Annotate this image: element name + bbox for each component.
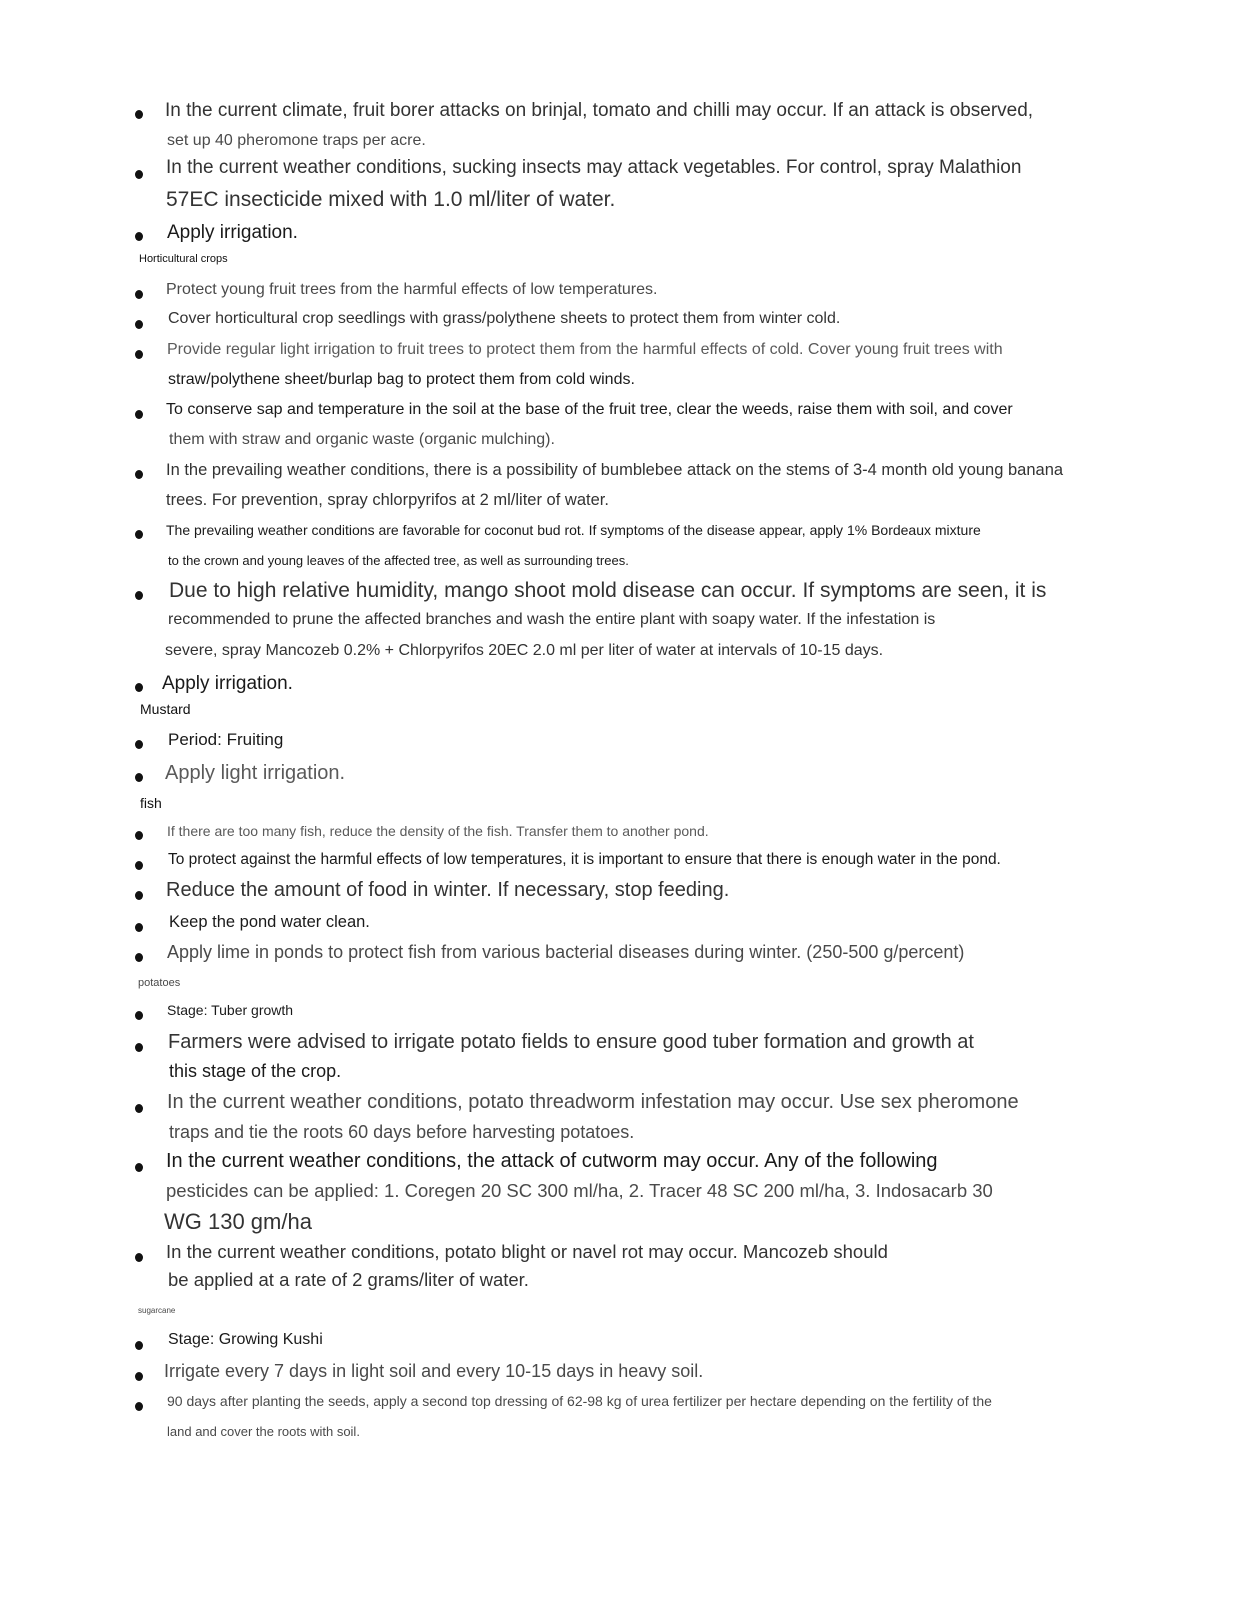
bullet-icon xyxy=(135,861,143,870)
bullet-icon xyxy=(135,530,143,539)
section-heading: fish xyxy=(140,795,162,811)
item-line: land and cover the roots with soil. xyxy=(167,1424,360,1439)
item-line: Apply lime in ponds to protect fish from various bacterial diseases during winter. (250-500 g/percent) xyxy=(167,942,965,962)
item-line: The prevailing weather conditions are favorable for coconut bud rot. If symptoms of the disease appear, apply 1% Bordeaux mixture xyxy=(166,522,981,538)
item-line: In the current climate, fruit borer attacks on brinjal, tomato and chilli may occur. If an attack is observed, xyxy=(165,100,1034,121)
item-line: recommended to prune the affected branches and wash the entire plant with soapy water. If the infestation is xyxy=(168,611,936,628)
item-line: If there are too many fish, reduce the density of the fish. Transfer them to another pond. xyxy=(167,823,709,839)
item-line: In the current weather conditions, sucking insects may attack vegetables. For control, spray Malathion xyxy=(166,157,1022,178)
bullet-icon xyxy=(135,1402,143,1411)
item-line: straw/polythene sheet/burlap bag to protect them from cold winds. xyxy=(168,371,635,388)
bullet-icon xyxy=(135,1011,143,1020)
item-line: Reduce the amount of food in winter. If necessary, stop feeding. xyxy=(166,879,730,901)
item-line: trees. For prevention, spray chlorpyrifos at 2 ml/liter of water. xyxy=(166,491,609,509)
section-heading: Mustard xyxy=(140,701,191,717)
bullet-icon xyxy=(135,683,143,692)
bullet-icon xyxy=(135,923,143,932)
item-line: Apply light irrigation. xyxy=(165,762,346,784)
item-line: Farmers were advised to irrigate potato fields to ensure good tuber formation and growth at xyxy=(168,1031,974,1053)
item-line: Stage: Growing Kushi xyxy=(168,1331,323,1348)
item-line: In the current weather conditions, potato threadworm infestation may occur. Use sex pheromone xyxy=(167,1091,1019,1113)
item-line: WG 130 gm/ha xyxy=(164,1209,312,1234)
item-line: Provide regular light irrigation to fruit trees to protect them from the harmful effects of cold. Cover young fruit trees with xyxy=(167,341,1003,358)
item-line: To conserve sap and temperature in the soil at the base of the fruit tree, clear the weeds, raise them with soil, and cover xyxy=(166,401,1013,418)
item-line: severe, spray Mancozeb 0.2% + Chlorpyrifos 20EC 2.0 ml per liter of water at intervals of 10-15 days. xyxy=(165,642,884,659)
bullet-icon xyxy=(135,1372,143,1381)
bullet-icon xyxy=(135,170,143,179)
item-line: Period: Fruiting xyxy=(168,730,284,749)
item-line: In the current weather conditions, the attack of cutworm may occur. Any of the following xyxy=(166,1150,938,1172)
item-line: Keep the pond water clean. xyxy=(169,913,370,931)
item-line: Protect young fruit trees from the harmful effects of low temperatures. xyxy=(166,281,658,298)
item-line: be applied at a rate of 2 grams/liter of water. xyxy=(168,1269,529,1290)
bullet-icon xyxy=(135,1163,143,1172)
bullet-icon xyxy=(135,470,143,479)
bullet-icon xyxy=(135,891,143,900)
item-line: Due to high relative humidity, mango shoot mold disease can occur. If symptoms are seen, it is xyxy=(169,579,1047,602)
item-line: pesticides can be applied: 1. Coregen 20 SC 300 ml/ha, 2. Tracer 48 SC 200 ml/ha, 3. Indosacarb 30 xyxy=(166,1180,993,1201)
bullet-icon xyxy=(135,1104,143,1113)
item-line: Apply irrigation. xyxy=(162,673,293,694)
item-line: traps and tie the roots 60 days before harvesting potatoes. xyxy=(169,1122,635,1142)
bullet-icon xyxy=(135,591,143,600)
bullet-icon xyxy=(135,110,143,119)
item-line: In the current weather conditions, potato blight or navel rot may occur. Mancozeb should xyxy=(166,1241,888,1262)
item-line: them with straw and organic waste (organic mulching). xyxy=(169,431,555,448)
item-line: Irrigate every 7 days in light soil and every 10-15 days in heavy soil. xyxy=(164,1361,704,1381)
item-line: this stage of the crop. xyxy=(169,1061,342,1081)
item-line: 90 days after planting the seeds, apply a second top dressing of 62-98 kg of urea fertilizer per hectare depending on the fertility of the xyxy=(167,1393,992,1409)
bullet-icon xyxy=(135,1341,143,1350)
item-line: To protect against the harmful effects of low temperatures, it is important to ensure that there is enough water in the pond. xyxy=(168,851,1001,868)
bullet-icon xyxy=(135,831,143,840)
section-heading: sugarcane xyxy=(138,1306,176,1315)
bullet-icon xyxy=(135,953,143,962)
bullet-icon xyxy=(135,1253,143,1262)
item-line: 57EC insecticide mixed with 1.0 ml/liter of water. xyxy=(166,188,616,211)
bullet-icon xyxy=(135,1043,143,1052)
bullet-icon xyxy=(135,773,143,782)
bullet-icon xyxy=(135,740,143,749)
section-heading: potatoes xyxy=(138,977,181,989)
bullet-icon xyxy=(135,290,143,299)
bullet-icon xyxy=(135,350,143,359)
item-line: In the prevailing weather conditions, there is a possibility of bumblebee attack on the stems of 3-4 month old young banana xyxy=(166,461,1064,479)
item-line: Stage: Tuber growth xyxy=(167,1002,294,1018)
item-line: set up 40 pheromone traps per acre. xyxy=(167,132,426,149)
section-heading: Horticultural crops xyxy=(139,253,228,265)
bullet-icon xyxy=(135,410,143,419)
item-line: to the crown and young leaves of the affected tree, as well as surrounding trees. xyxy=(168,553,629,568)
bullet-icon xyxy=(135,320,143,329)
item-line: Apply irrigation. xyxy=(167,222,298,243)
item-line: Cover horticultural crop seedlings with grass/polythene sheets to protect them from winter cold. xyxy=(168,310,841,327)
bullet-icon xyxy=(135,232,143,241)
